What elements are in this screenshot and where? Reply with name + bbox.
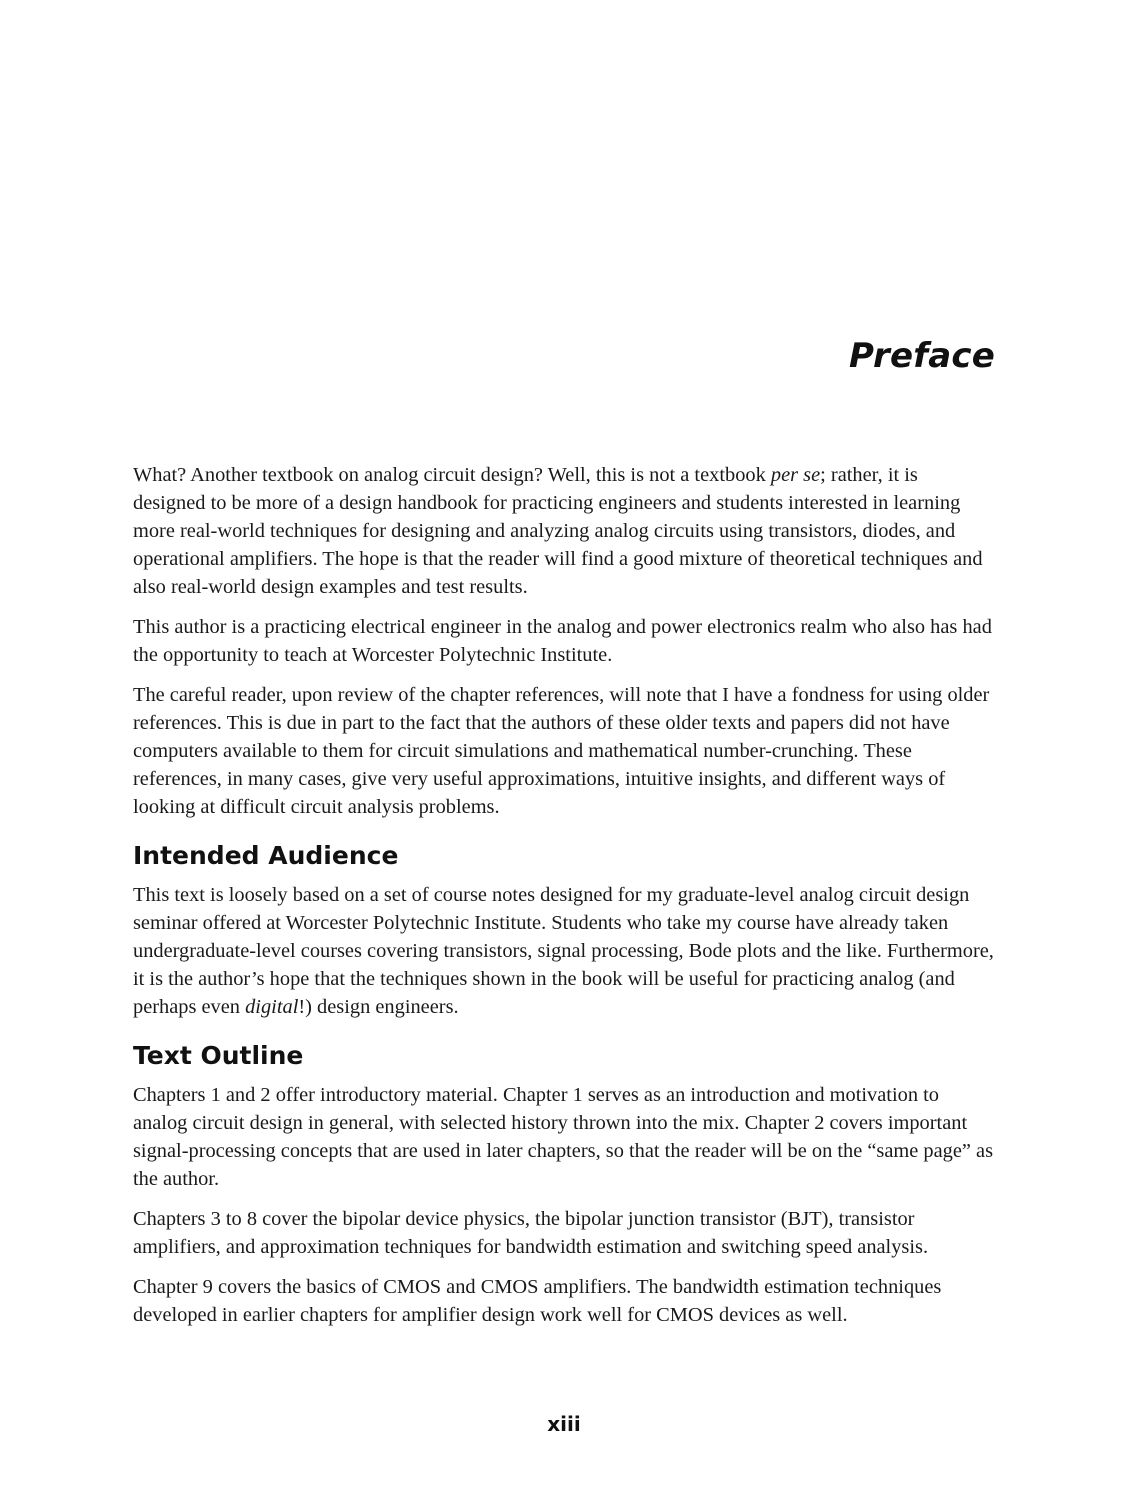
audience-paragraph-1-text-b: !) design engineers. [298, 996, 459, 1018]
intro-paragraph-2: This author is a practicing electrical engineer in the analog and power electronics realm who also has had the opportunity to teach at Worcester Polytechnic Institute. [133, 616, 992, 666]
chapter-title: Preface [848, 336, 995, 376]
outline-paragraph-3: Chapter 9 covers the basics of CMOS and CMOS amplifiers. The bandwidth estimation techniques developed in earlier chapters for amplifier design work well for CMOS devices as well. [133, 1276, 942, 1326]
section-heading-text-outline: Text Outline [133, 1041, 304, 1070]
book-page [133, 0, 995, 1500]
intro-paragraph-3: The careful reader, upon review of the chapter references, will note that I have a fondness for using older references. This is due in part to the fact that the authors of these older texts and papers did not have computers available to them for circuit simulations and mathematical number-crunching. These references, in many cases, give very useful approximations, intuitive insights, and different ways of looking at difficult circuit analysis problems. [133, 684, 990, 818]
section-heading-intended-audience: Intended Audience [133, 841, 399, 870]
audience-paragraph-1-emphasis: digital [245, 996, 299, 1018]
page-body [133, 461, 995, 1341]
intro-paragraph-1 [133, 461, 995, 601]
outline-paragraph-2: Chapters 3 to 8 cover the bipolar device physics, the bipolar junction transistor (BJT), transistor amplifiers, and approximation techniques for bandwidth estimation and switching speed analysis. [133, 1208, 929, 1258]
outline-paragraph-1: Chapters 1 and 2 offer introductory material. Chapter 1 serves as an introduction and motivation to analog circuit design in general, with selected history thrown into the mix. Chapter 2 covers important signal-processing concepts that are used in later chapters, so that the reader will be on the “same page” as the author. [133, 1084, 994, 1190]
intro-paragraph-1-emphasis: per se [770, 464, 821, 486]
intro-paragraph-1-text-b: ; rather, it is designed to be more of a design handbook for practicing engineers and students interested in learning more real-world techniques for designing and analyzing analog circuits using transistors, diodes, and operational amplifiers. The hope is that the reader will find a good mixture of theoretical techniques and also real-world design examples and test results. [133, 464, 983, 598]
audience-paragraph-1 [133, 881, 995, 1021]
audience-paragraph-1-text-a: This text is loosely based on a set of course notes designed for my graduate-level analog circuit design seminar offered at Worcester Polytechnic Institute. Students who take my course have already taken undergraduate-level courses covering transistors, signal processing, Bode plots and the like. Furthermore, it is the author’s hope that the techniques shown in the book will be useful for practicing analog (and perhaps even [133, 884, 994, 1018]
intro-paragraph-1-text-a: What? Another textbook on analog circuit design? Well, this is not a textbook [133, 464, 771, 486]
page-number: xiii [547, 1412, 581, 1436]
